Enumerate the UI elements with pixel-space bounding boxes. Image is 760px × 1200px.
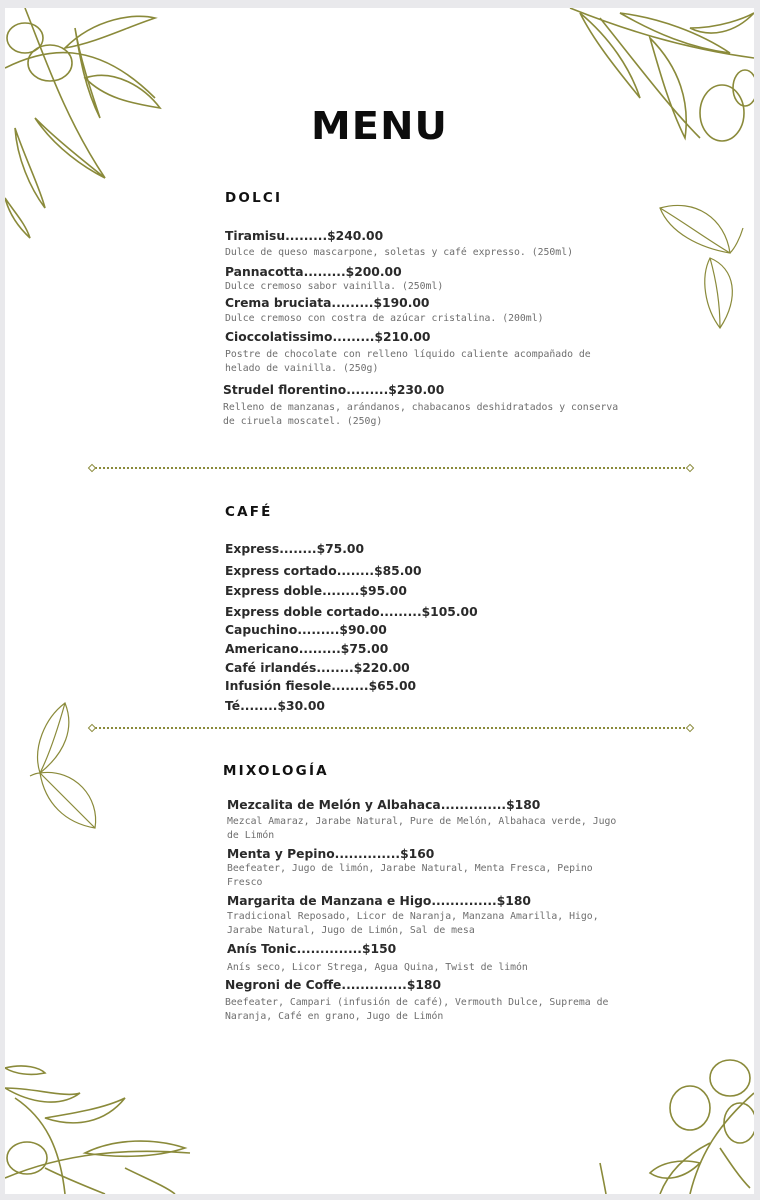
menu-item: [227, 942, 396, 956]
item-leader-dots: ........: [336, 564, 375, 578]
item-leader-dots: .........: [303, 265, 346, 279]
item-leader-dots: .........: [297, 623, 340, 637]
item-price: $230.00: [388, 383, 445, 397]
page-title: MENU: [311, 104, 448, 148]
item-description: Dulce cremoso sabor vainilla. (250ml): [225, 281, 444, 292]
menu-item: [225, 642, 388, 656]
menu-item: [227, 798, 540, 812]
item-price: $95.00: [359, 584, 407, 598]
item-leader-dots: ........: [316, 661, 354, 675]
item-name: Té: [225, 699, 241, 713]
item-price: $105.00: [421, 605, 478, 619]
menu-item: [225, 679, 416, 693]
item-leader-dots: ........: [279, 542, 317, 556]
item-name: Strudel florentino: [223, 383, 347, 397]
section-heading-mixologia: MIXOLOGÍA: [223, 763, 329, 779]
item-leader-dots: ........: [240, 699, 278, 713]
item-price: $180: [496, 894, 531, 908]
item-description: Anís seco, Licor Strega, Agua Quina, Twist de limón: [227, 962, 528, 973]
item-leader-dots: .........: [332, 330, 375, 344]
item-name: Capuchino: [225, 623, 298, 637]
item-price: $200.00: [345, 265, 402, 279]
item-leader-dots: ..............: [296, 942, 362, 956]
item-description: Dulce cremoso con costra de azúcar cristalina. (200ml): [225, 313, 544, 324]
menu-item: [223, 383, 444, 397]
item-leader-dots: ..............: [334, 847, 401, 861]
menu-item: [225, 978, 441, 992]
divider-end-ornament: [686, 464, 694, 472]
item-name: Menta y Pepino: [227, 847, 335, 861]
item-name: Negroni de Coffe: [225, 978, 342, 992]
item-leader-dots: ..............: [431, 894, 497, 908]
item-leader-dots: ..............: [440, 798, 507, 812]
item-name: Express doble cortado: [225, 605, 380, 619]
menu-item: [225, 584, 407, 598]
item-name: Infusión fiesole: [225, 679, 332, 693]
item-price: $180: [506, 798, 541, 812]
divider-end-ornament: [686, 724, 694, 732]
item-price: $90.00: [339, 623, 387, 637]
menu-item: [225, 265, 402, 279]
item-description: Mezcal Amaraz, Jarabe Natural, Pure de Melón, Albahaca verde, Jugo de Limón: [227, 816, 617, 841]
menu-item: [227, 847, 434, 861]
menu-page: [5, 8, 754, 1194]
item-name: Crema bruciata: [225, 296, 332, 310]
menu-item: [225, 661, 410, 675]
menu-item: [225, 330, 431, 344]
item-description: Beefeater, Jugo de limón, Jarabe Natural, Menta Fresca, Pepino Fresco: [227, 863, 593, 888]
item-name: Margarita de Manzana e Higo: [227, 894, 432, 908]
menu-item: [225, 229, 383, 243]
basil-leaf-icon: [655, 198, 745, 333]
item-price: $85.00: [374, 564, 422, 578]
item-leader-dots: .........: [298, 642, 341, 656]
item-leader-dots: ..............: [341, 978, 407, 992]
item-description: Tradicional Reposado, Licor de Naranja, Manzana Amarilla, Higo, Jarabe Natural, Jugo de Limón, Sal de mesa: [227, 911, 599, 936]
item-price: $220.00: [353, 661, 410, 675]
item-description: Dulce de queso mascarpone, soletas y café expresso. (250ml): [225, 247, 573, 258]
item-leader-dots: .........: [285, 229, 328, 243]
item-description: Relleno de manzanas, arándanos, chabacanos deshidratados y conserva de ciruela moscatel. (250g): [223, 402, 619, 427]
item-name: Café irlandés: [225, 661, 317, 675]
basil-leaf-icon: [20, 698, 105, 833]
item-leader-dots: .........: [331, 296, 374, 310]
menu-item: [225, 605, 478, 619]
item-name: Pannacotta: [225, 265, 304, 279]
olive-branch-icon: [5, 1058, 195, 1194]
item-name: Cioccolatissimo: [225, 330, 333, 344]
menu-item: [225, 623, 387, 637]
item-price: $180: [406, 978, 442, 992]
item-leader-dots: .........: [379, 605, 422, 619]
item-name: Mezcalita de Melón y Albahaca: [227, 798, 441, 812]
item-price: $150: [361, 942, 397, 956]
olive-branch-icon: [590, 1053, 754, 1194]
section-heading-dolci: DOLCI: [225, 190, 283, 206]
menu-item: [225, 296, 429, 310]
item-price: $75.00: [316, 542, 365, 556]
menu-item: [225, 699, 325, 713]
item-leader-dots: ........: [322, 584, 360, 598]
item-price: $240.00: [327, 229, 384, 243]
menu-item: [227, 894, 531, 908]
item-price: $75.00: [340, 642, 389, 656]
item-name: Express: [225, 542, 280, 556]
item-name: Tiramisu: [225, 229, 286, 243]
section-divider: [92, 467, 692, 469]
item-price: $65.00: [368, 679, 417, 693]
menu-item: [225, 564, 422, 578]
item-description: Postre de chocolate con relleno líquido caliente acompañado de helado de vainilla. (250g): [225, 349, 591, 374]
section-heading-cafe: CAFÉ: [225, 504, 273, 520]
item-price: $190.00: [373, 296, 430, 310]
item-price: $160: [400, 847, 435, 861]
item-description: Beefeater, Campari (infusión de café), Vermouth Dulce, Suprema de Naranja, Café en grano, Jugo de Limón: [225, 997, 609, 1022]
section-divider: [92, 727, 692, 729]
item-leader-dots: ........: [331, 679, 369, 693]
item-name: Express doble: [225, 584, 323, 598]
item-price: $210.00: [374, 330, 431, 344]
item-name: Express cortado: [225, 564, 337, 578]
item-price: $30.00: [277, 699, 325, 713]
menu-item: [225, 542, 364, 556]
divider-end-ornament: [88, 464, 96, 472]
item-leader-dots: .........: [346, 383, 389, 397]
item-name: Americano: [225, 642, 299, 656]
item-name: Anís Tonic: [227, 942, 297, 956]
